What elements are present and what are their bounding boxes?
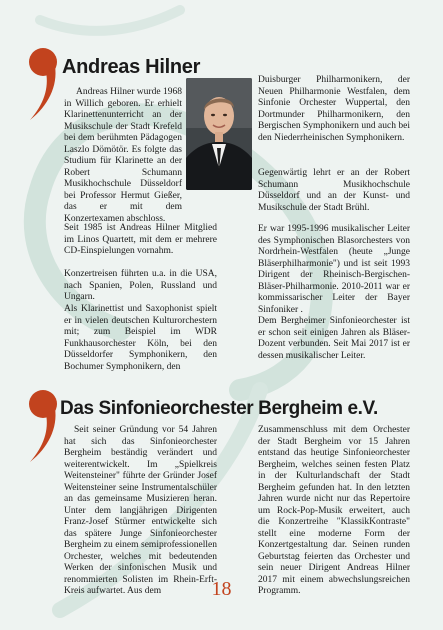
quote-ornament-icon xyxy=(24,388,64,466)
page-number: 18 xyxy=(211,578,232,600)
orchestra-paragraph: Seit seiner Gründung vor 54 Jahren hat sich das Sinfonieorchester Bergheim beständig verändert und weiterentwickelt. Im „Spielkreis Weitensteiner" führte der Gründer Josef Weitensteiner seine Instrumentalschüler an das gemeinsame Musizieren heran. Unter dem langjährigen Dirigenten Franz-Josef Stürmer entwickelte sich das spätere Junge Sinfonieorchester Bergheim zu einem semiprofessionellen Orchester, welches mit bedeutenden Werken der sinfonischen Musik und renommierten Solisten im Rhein-Erft-Kreis aufwartet. Aus dem xyxy=(64,425,217,596)
bio-paragraph: Konzertreisen führten u.a. in die USA, nach Spanien, Polen, Russland und Ungarn. xyxy=(64,269,217,302)
portrait-photo xyxy=(186,78,252,190)
bio-paragraph: Duisburger Philharmonikern, der Neuen Philharmonie Westfalen, dem Sinfonie Orchester Wuppertal, den Dortmunder Philharmonikern, den Bergischen Symphonikern und auch bei den Niederrheinischen Symphonikern. xyxy=(258,75,410,143)
bio-paragraph: Dem Bergheimer Sinfonieorchester ist er schon seit einigen Jahren als Bläser-Dozent verbunden. Seit Mai 2017 ist er dessen musikalischer Leiter. xyxy=(258,316,410,361)
bio-paragraph: Als Klarinettist und Saxophonist spielt er in vielen deutschen Kulturorchestern mit; zum Beispiel im WDR Funkhausorchester Köln, bei den Düsseldorfer Symphonikern, den Bochumer Symphonikern, den xyxy=(64,304,217,372)
portrait-image xyxy=(186,78,252,190)
section-heading-andreas-hilner: Andreas Hilner xyxy=(62,56,201,78)
bio-paragraph: Er war 1995-1996 musikalischer Leiter des Symphonischen Blasorchesters von Nordrhein-Westfalen (heute „Junge Bläserphilharmonie") und ist seit 1993 Dirigent der Rheinisch-Bergischen-Bläser-Philharmonie. 2010-2011 war er kommissarischer Leiter der Bayer Sinfoniker . xyxy=(258,224,410,315)
orchestra-paragraph: Zusammenschluss mit dem Orchester der Stadt Bergheim vor 15 Jahren entstand das heutige Sinfonieorchester Bergheim, welches seinen festen Platz in der Kulturlandschaft der Stadt Bergheim gefunden hat. In den letzten Jahren wurde nicht nur das Repertoire um Rock-Pop-Musik erweitert, auch die Konzertreihe "KlassikKontraste" stellt eine moderne Form der Konzertgestaltung dar. Seinen runden Geburtstag feierten das Orchester und sein neuer Dirigent Andreas Hilner 2017 mit einem abwechslungsreichen Programm. xyxy=(258,425,410,596)
bio-paragraph: Gegenwärtig lehrt er an der Robert Schumann Musikhochschule Düsseldorf und an der Kunst- und Musikschule der Stadt Brühl. xyxy=(258,168,410,213)
bio-paragraph: Andreas Hilner wurde 1968 in Willich geboren. Er erhielt Klarinettenunterricht an der Musikschule der Stadt Krefeld bei dem berühmten Pädagogen Laszlo Dömötör. Es folgte das Studium für Klarinette an der Robert Schumann Musikhochschule Düsseldorf bei Professor Hermut Gießer, das er mit dem Konzertexamen abschloss. xyxy=(64,87,182,224)
bio-paragraph: Seit 1985 ist Andreas Hilner Mitglied im Linos Quartett, mit dem er mehrere CD-Einspielungen vornahm. xyxy=(64,223,217,256)
quote-ornament-icon xyxy=(24,46,64,124)
section-heading-sinfonieorchester: Das Sinfonieorchester Bergheim e.V. xyxy=(60,398,378,419)
